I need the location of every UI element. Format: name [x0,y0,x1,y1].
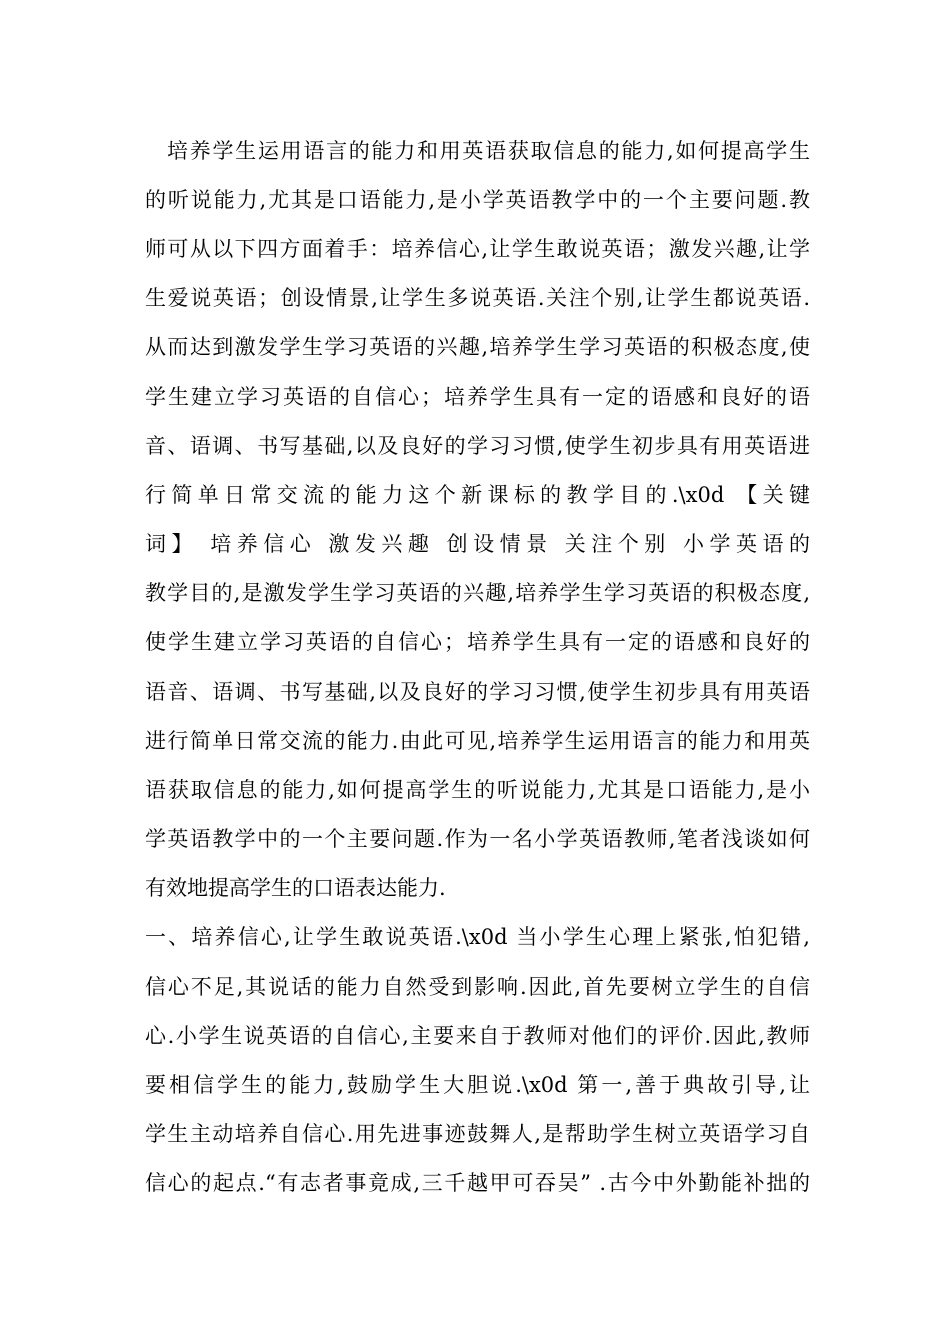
text-line: 教学目的,是激发学生学习英语的兴趣,培养学生学习英语的积极态度, [145,581,810,605]
text-line: 语音、语调、书写基础,以及良好的学习习惯,使学生初步具有用英语 [145,680,810,704]
text-line: 培养学生运用语言的能力和用英语获取信息的能力,如何提高学生 [167,139,810,163]
text-line: 的听说能力,尤其是口语能力,是小学英语教学中的一个主要问题.教 [145,188,810,212]
text-line: 学生建立学习英语的自信心；培养学生具有一定的语感和良好的语 [145,385,810,409]
text-line: 信心的起点.“有志者事竟成,三千越甲可吞吴” .古今中外勤能补拙的 [145,1171,810,1195]
text-line: 从而达到激发学生学习英语的兴趣,培养学生学习英语的积极态度,使 [145,335,810,359]
text-line: 师可从以下四方面着手：培养信心,让学生敢说英语；激发兴趣,让学 [145,237,810,261]
text-line: 有效地提高学生的口语表达能力. [145,876,446,900]
text-line: 语获取信息的能力,如何提高学生的听说能力,尤其是口语能力,是小 [145,778,810,802]
text-line: 使学生建立学习英语的自信心；培养学生具有一定的语感和良好的 [145,630,810,654]
text-line: 行简单日常交流的能力这个新课标的教学目的.\x0d 【关键 [145,483,810,507]
text-line: 生爱说英语；创设情景,让学生多说英语.关注个别,让学生都说英语. [145,286,810,310]
text-line: 学英语教学中的一个主要问题.作为一名小学英语教师,笔者浅谈如何 [145,827,810,851]
text-line: 信心不足,其说话的能力自然受到影响.因此,首先要树立学生的自信 [145,975,810,999]
text-line: 词】 培养信心 激发兴趣 创设情景 关注个别 小学英语的 [145,532,810,556]
text-line: 音、语调、书写基础,以及良好的学习习惯,使学生初步具有用英语进 [145,434,810,458]
text-line: 一、培养信心,让学生敢说英语.\x0d 当小学生心理上紧张,怕犯错, [145,925,810,949]
text-line: 要相信学生的能力,鼓励学生大胆说.\x0d 第一,善于典故引导,让 [145,1073,810,1097]
text-line: 心.小学生说英语的自信心,主要来自于教师对他们的评价.因此,教师 [145,1024,810,1048]
text-line: 进行简单日常交流的能力.由此可见,培养学生运用语言的能力和用英 [145,729,810,753]
text-line: 学生主动培养自信心.用先进事迹鼓舞人,是帮助学生树立英语学习自 [145,1122,810,1146]
